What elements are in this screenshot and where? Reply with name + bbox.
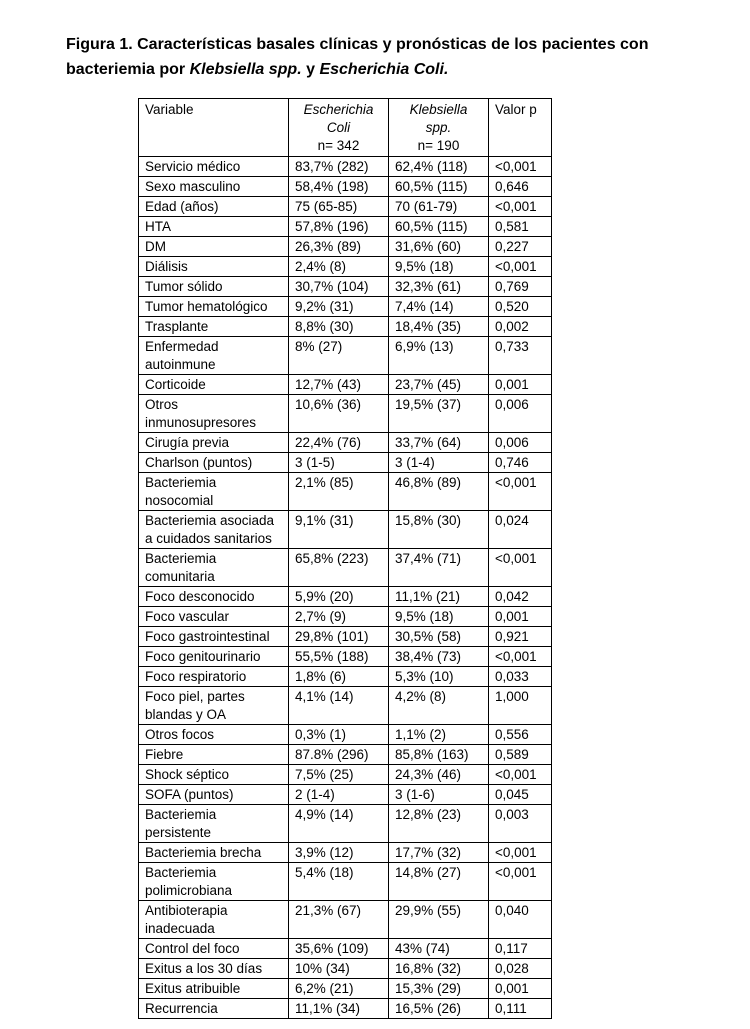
cell-klebsiella: 37,4% (71) <box>389 549 489 587</box>
cell-ecoli: 6,2% (21) <box>289 979 389 999</box>
cell-variable: Foco genitourinario <box>139 647 289 667</box>
table-row <box>139 687 552 725</box>
cell-ecoli: 9,2% (31) <box>289 297 389 317</box>
cell-variable: Corticoide <box>139 375 289 395</box>
cell-pvalue: 0,001 <box>489 979 552 999</box>
cell-variable: Sexo masculino <box>139 177 289 197</box>
table-row <box>139 177 552 197</box>
caption-organism-ecoli: Escherichia Coli. <box>319 61 449 78</box>
table-row <box>139 197 552 217</box>
cell-variable: Cirugía previa <box>139 433 289 453</box>
table-row <box>139 511 552 549</box>
cell-pvalue: 0,002 <box>489 317 552 337</box>
cell-ecoli: 12,7% (43) <box>289 375 389 395</box>
cell-ecoli: 75 (65-85) <box>289 197 389 217</box>
cell-ecoli: 1,8% (6) <box>289 667 389 687</box>
cell-pvalue: <0,001 <box>489 157 552 177</box>
cell-variable: Bacteriemia persistente <box>139 805 289 843</box>
cell-klebsiella: 85,8% (163) <box>389 745 489 765</box>
cell-klebsiella: 24,3% (46) <box>389 765 489 785</box>
cell-pvalue: 0,769 <box>489 277 552 297</box>
header-klebsiella <box>389 99 489 157</box>
cell-klebsiella: 43% (74) <box>389 939 489 959</box>
cell-pvalue: 0,581 <box>489 217 552 237</box>
cell-ecoli: 83,7% (282) <box>289 157 389 177</box>
cell-ecoli: 8% (27) <box>289 337 389 375</box>
cell-ecoli: 4,9% (14) <box>289 805 389 843</box>
cell-ecoli: 21,3% (67) <box>289 901 389 939</box>
cell-pvalue: 1,000 <box>489 687 552 725</box>
table-row <box>139 805 552 843</box>
cell-klebsiella: 18,4% (35) <box>389 317 489 337</box>
cell-pvalue: 0,042 <box>489 587 552 607</box>
cell-klebsiella: 60,5% (115) <box>389 217 489 237</box>
cell-pvalue: 0,040 <box>489 901 552 939</box>
cell-klebsiella: 19,5% (37) <box>389 395 489 433</box>
cell-variable: Charlson (puntos) <box>139 453 289 473</box>
table-row <box>139 257 552 277</box>
cell-klebsiella: 7,4% (14) <box>389 297 489 317</box>
table-row <box>139 785 552 805</box>
table-row <box>139 999 552 1019</box>
cell-klebsiella: 12,8% (23) <box>389 805 489 843</box>
cell-variable: Control del foco <box>139 939 289 959</box>
table-row <box>139 297 552 317</box>
cell-ecoli: 35,6% (109) <box>289 939 389 959</box>
header-ecoli-n: n= 342 <box>317 138 360 153</box>
cell-klebsiella: 11,1% (21) <box>389 587 489 607</box>
cell-variable: Servicio médico <box>139 157 289 177</box>
cell-ecoli: 58,4% (198) <box>289 177 389 197</box>
table-row <box>139 863 552 901</box>
table-row <box>139 725 552 745</box>
table-row <box>139 745 552 765</box>
table-row <box>139 549 552 587</box>
table-row <box>139 979 552 999</box>
header-variable: Variable <box>139 99 289 157</box>
cell-variable: Bacteriemia nosocomial <box>139 473 289 511</box>
cell-klebsiella: 14,8% (27) <box>389 863 489 901</box>
cell-pvalue: 0,111 <box>489 999 552 1019</box>
header-ecoli <box>289 99 389 157</box>
cell-klebsiella: 3 (1-4) <box>389 453 489 473</box>
figure-caption <box>66 32 706 82</box>
cell-klebsiella: 1,1% (2) <box>389 725 489 745</box>
table-row <box>139 843 552 863</box>
caption-prefix: Figura 1. Características basales clínicas y pronósticas de los pacientes con bacteriemia por <box>66 36 649 78</box>
cell-variable: Bacteriemia asociada a cuidados sanitarios <box>139 511 289 549</box>
table-row <box>139 375 552 395</box>
cell-klebsiella: 17,7% (32) <box>389 843 489 863</box>
cell-klebsiella: 62,4% (118) <box>389 157 489 177</box>
cell-ecoli: 4,1% (14) <box>289 687 389 725</box>
cell-klebsiella: 46,8% (89) <box>389 473 489 511</box>
cell-ecoli: 26,3% (89) <box>289 237 389 257</box>
table-header-row <box>139 99 552 157</box>
cell-klebsiella: 33,7% (64) <box>389 433 489 453</box>
cell-variable: Bacteriemia brecha <box>139 843 289 863</box>
cell-ecoli: 57,8% (196) <box>289 217 389 237</box>
table-row <box>139 587 552 607</box>
cell-klebsiella: 30,5% (58) <box>389 627 489 647</box>
table-row <box>139 157 552 177</box>
cell-ecoli: 3,9% (12) <box>289 843 389 863</box>
cell-variable: Foco desconocido <box>139 587 289 607</box>
table-row <box>139 473 552 511</box>
cell-klebsiella: 31,6% (60) <box>389 237 489 257</box>
cell-ecoli: 2 (1-4) <box>289 785 389 805</box>
cell-variable: SOFA (puntos) <box>139 785 289 805</box>
cell-pvalue: 0,001 <box>489 375 552 395</box>
cell-pvalue: <0,001 <box>489 197 552 217</box>
cell-pvalue: 0,006 <box>489 433 552 453</box>
characteristics-table <box>138 98 552 1019</box>
table-row <box>139 237 552 257</box>
cell-pvalue: 0,921 <box>489 627 552 647</box>
cell-variable: Tumor hematológico <box>139 297 289 317</box>
table-row <box>139 667 552 687</box>
cell-ecoli: 55,5% (188) <box>289 647 389 667</box>
cell-ecoli: 30,7% (104) <box>289 277 389 297</box>
cell-pvalue: <0,001 <box>489 473 552 511</box>
header-kleb-n: n= 190 <box>417 138 460 153</box>
cell-klebsiella: 60,5% (115) <box>389 177 489 197</box>
table-row <box>139 433 552 453</box>
cell-klebsiella: 29,9% (55) <box>389 901 489 939</box>
cell-variable: DM <box>139 237 289 257</box>
cell-variable: Foco gastrointestinal <box>139 627 289 647</box>
cell-pvalue: 0,520 <box>489 297 552 317</box>
table-row <box>139 901 552 939</box>
table-body <box>139 99 552 1019</box>
cell-variable: Exitus atribuible <box>139 979 289 999</box>
cell-ecoli: 5,9% (20) <box>289 587 389 607</box>
header-ecoli-line1: Escherichia <box>303 102 374 117</box>
cell-pvalue: <0,001 <box>489 257 552 277</box>
cell-klebsiella: 4,2% (8) <box>389 687 489 725</box>
cell-variable: Otros inmunosupresores <box>139 395 289 433</box>
table-row <box>139 765 552 785</box>
cell-klebsiella: 16,8% (32) <box>389 959 489 979</box>
table-row <box>139 337 552 375</box>
table-row <box>139 453 552 473</box>
cell-klebsiella: 6,9% (13) <box>389 337 489 375</box>
cell-klebsiella: 16,5% (26) <box>389 999 489 1019</box>
cell-variable: Foco piel, partes blandas y OA <box>139 687 289 725</box>
cell-pvalue: <0,001 <box>489 843 552 863</box>
cell-variable: Tumor sólido <box>139 277 289 297</box>
cell-klebsiella: 15,8% (30) <box>389 511 489 549</box>
cell-klebsiella: 38,4% (73) <box>389 647 489 667</box>
cell-ecoli: 9,1% (31) <box>289 511 389 549</box>
cell-variable: Shock séptico <box>139 765 289 785</box>
cell-pvalue: 0,646 <box>489 177 552 197</box>
cell-variable: Bacteriemia polimicrobiana <box>139 863 289 901</box>
cell-pvalue: 0,117 <box>489 939 552 959</box>
cell-variable: Foco vascular <box>139 607 289 627</box>
cell-pvalue: 0,001 <box>489 607 552 627</box>
header-kleb-line1: Klebsiella <box>409 102 468 117</box>
cell-klebsiella: 23,7% (45) <box>389 375 489 395</box>
cell-variable: Edad (años) <box>139 197 289 217</box>
cell-variable: Otros focos <box>139 725 289 745</box>
table-row <box>139 627 552 647</box>
cell-ecoli: 22,4% (76) <box>289 433 389 453</box>
cell-variable: Fiebre <box>139 745 289 765</box>
cell-ecoli: 2,1% (85) <box>289 473 389 511</box>
cell-klebsiella: 5,3% (10) <box>389 667 489 687</box>
cell-variable: Bacteriemia comunitaria <box>139 549 289 587</box>
cell-klebsiella: 3 (1-6) <box>389 785 489 805</box>
cell-pvalue: 0,024 <box>489 511 552 549</box>
header-pvalue: Valor p <box>489 99 552 157</box>
cell-pvalue: 0,227 <box>489 237 552 257</box>
table-row <box>139 939 552 959</box>
table-row <box>139 217 552 237</box>
table-row <box>139 395 552 433</box>
cell-pvalue: 0,733 <box>489 337 552 375</box>
cell-variable: Trasplante <box>139 317 289 337</box>
cell-pvalue: 0,028 <box>489 959 552 979</box>
table-row <box>139 277 552 297</box>
cell-ecoli: 2,7% (9) <box>289 607 389 627</box>
cell-pvalue: <0,001 <box>489 549 552 587</box>
cell-ecoli: 87.8% (296) <box>289 745 389 765</box>
cell-pvalue: 0,045 <box>489 785 552 805</box>
table-row <box>139 607 552 627</box>
cell-ecoli: 5,4% (18) <box>289 863 389 901</box>
cell-pvalue: 0,556 <box>489 725 552 745</box>
cell-pvalue: 0,006 <box>489 395 552 433</box>
caption-connector: y <box>301 61 320 78</box>
cell-variable: Diálisis <box>139 257 289 277</box>
cell-pvalue: <0,001 <box>489 765 552 785</box>
cell-ecoli: 3 (1-5) <box>289 453 389 473</box>
cell-klebsiella: 32,3% (61) <box>389 277 489 297</box>
cell-pvalue: <0,001 <box>489 863 552 901</box>
cell-pvalue: <0,001 <box>489 647 552 667</box>
table-row <box>139 959 552 979</box>
cell-variable: Antibioterapia inadecuada <box>139 901 289 939</box>
cell-ecoli: 11,1% (34) <box>289 999 389 1019</box>
cell-variable: Recurrencia <box>139 999 289 1019</box>
cell-pvalue: 0,746 <box>489 453 552 473</box>
cell-variable: Exitus a los 30 días <box>139 959 289 979</box>
table-row <box>139 647 552 667</box>
cell-klebsiella: 70 (61-79) <box>389 197 489 217</box>
cell-variable: Enfermedad autoinmune <box>139 337 289 375</box>
cell-ecoli: 10% (34) <box>289 959 389 979</box>
cell-variable: HTA <box>139 217 289 237</box>
cell-klebsiella: 15,3% (29) <box>389 979 489 999</box>
cell-klebsiella: 9,5% (18) <box>389 607 489 627</box>
cell-pvalue: 0,589 <box>489 745 552 765</box>
cell-ecoli: 7,5% (25) <box>289 765 389 785</box>
cell-ecoli: 2,4% (8) <box>289 257 389 277</box>
cell-ecoli: 8,8% (30) <box>289 317 389 337</box>
cell-ecoli: 29,8% (101) <box>289 627 389 647</box>
cell-ecoli: 10,6% (36) <box>289 395 389 433</box>
table-row <box>139 317 552 337</box>
cell-variable: Foco respiratorio <box>139 667 289 687</box>
cell-pvalue: 0,033 <box>489 667 552 687</box>
cell-pvalue: 0,003 <box>489 805 552 843</box>
caption-organism-klebsiella: Klebsiella spp. <box>189 61 302 78</box>
header-kleb-line2: spp. <box>425 120 452 135</box>
cell-klebsiella: 9,5% (18) <box>389 257 489 277</box>
cell-ecoli: 65,8% (223) <box>289 549 389 587</box>
header-ecoli-line2: Coli <box>326 120 351 135</box>
cell-ecoli: 0,3% (1) <box>289 725 389 745</box>
